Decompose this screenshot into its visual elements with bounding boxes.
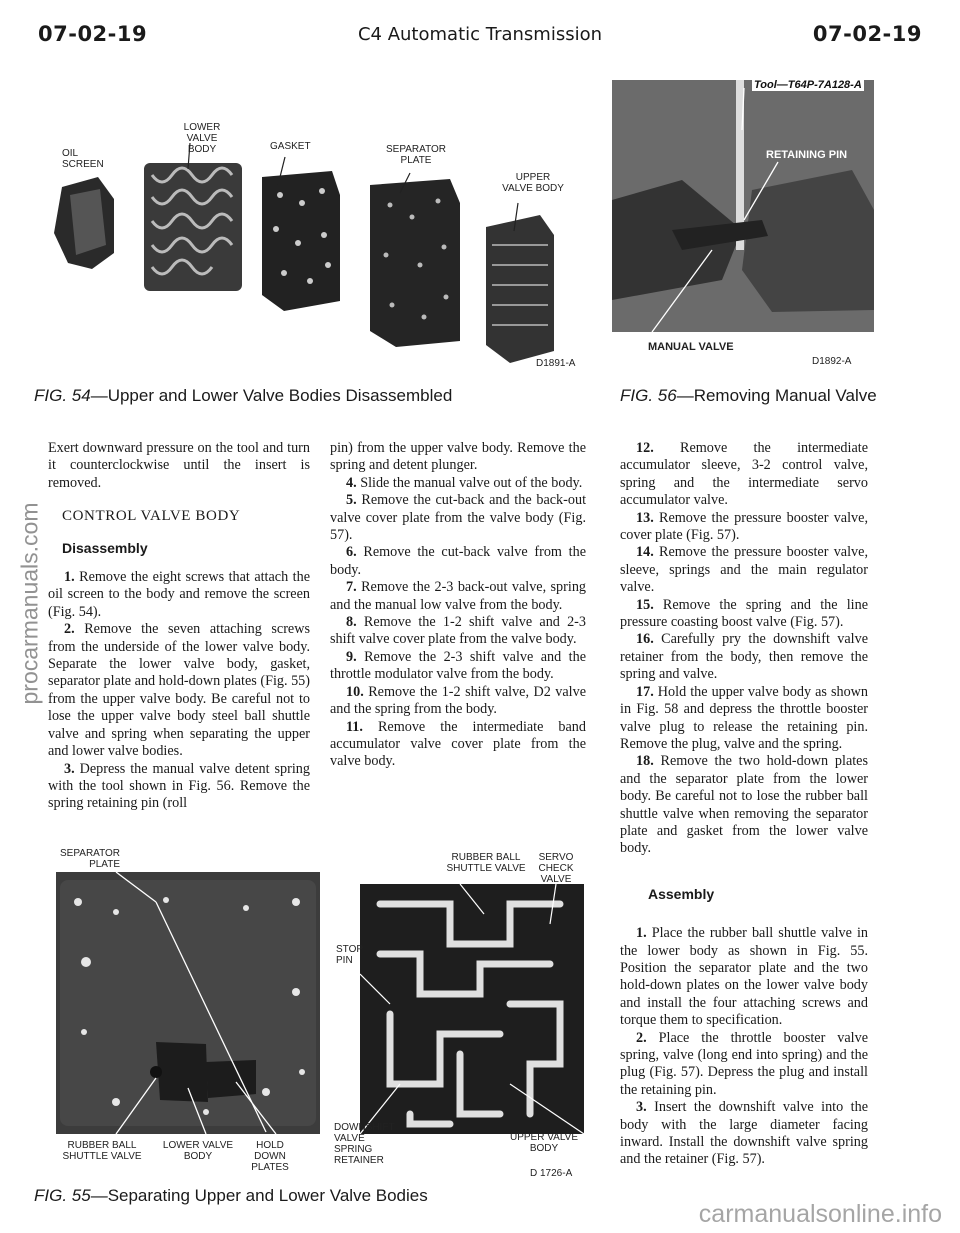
label-line: UPPER VALVE [510,1132,578,1143]
step-text: Remove the eight screws that attach the oil screen to the body and remove the screen (Fig. 54). [48,569,310,620]
subsection-title: Disassembly [62,539,148,556]
label-hold-down-plates [240,1140,300,1173]
fig56-code: D1892-A [812,356,852,367]
step-text: Remove the pressure booster valve, sleeve, springs and the main regulator valve. [620,544,868,596]
step-text: Remove the spring and the line pressure coasting boost valve (Fig. 57). [620,596,868,631]
fig56-caption-number: FIG. 56 [620,386,677,405]
step-number: 8. [346,614,357,631]
label-line: PIN [336,955,353,966]
step-text: Depress the manual valve detent spring with the tool shown in Fig. 56. Remove the spring retaining pin (roll [48,760,310,812]
label-line: SERVO [538,852,574,863]
fig54-caption [34,386,452,406]
label-line: VALVE BODY [186,133,218,155]
step-paragraph [330,684,586,719]
section-title: CONTROL VALVE BODY [62,508,241,525]
step-text: Carefully pry the downshift valve retainer from the body, then remove the spring and valve. [620,631,869,683]
label-line: BODY [183,1151,213,1162]
column-1 [48,440,310,813]
step-paragraph [620,597,868,632]
step-paragraph [620,510,868,545]
column-2 [330,440,586,771]
step-paragraph [330,475,586,492]
assembly-step [620,1099,868,1169]
step-text: Remove the seven attaching screws from the underside of the lower valve body. Separate the lower valve body, gasket, separator plate and hold-down plates (Fig. 55) from the upper valve body. Be careful not to lose the upper valve body steel ball shuttle valve and spring when separating the upper and lower valve bodies. [48,621,311,760]
fig55-separator-illustration [56,872,320,1134]
label-manual-valve: MANUAL VALVE [648,341,734,353]
valve-body-shape [742,170,874,312]
label-line: UPPER [515,172,551,183]
separator-plate-part [370,179,460,347]
step-text: Remove the cut-back valve from the body. [330,544,586,578]
step-text: Remove the 1-2 shift valve and 2-3 shift valve cover plate from the valve body. [330,614,586,648]
label-line: SHUTTLE VALVE [446,863,526,874]
step-text: Place the throttle booster valve spring, valve (long end into spring) and the plug (Fig. 57). Depress the plug and install the retaining pin. [620,1029,868,1098]
label-line: VALVE [334,1133,365,1144]
step-number: 3. [64,760,75,777]
label-line: DOWNSHIFT [334,1122,395,1133]
fig55-code: D 1726-A [530,1168,573,1179]
fig55-caption [34,1186,428,1206]
label-line: VALVE BODY [502,183,564,194]
label-retaining-pin: RETAINING PIN [766,149,848,161]
label-fig55-separator-plate [60,848,120,870]
label-line: BODY [529,1143,559,1154]
fig56-illustration [612,80,874,332]
step-number: 2. [636,1029,647,1046]
fig54-caption-number: FIG. 54 [34,386,91,405]
step-number: 11. [346,718,363,735]
step-text: Hold the upper valve body as shown in Fig. 58 and depress the throttle booster valve plug to release the retaining pin. Remove the plug, valve and the spring. [620,683,868,752]
label-line: CHECK VALVE [538,863,574,885]
fig54-caption-text: —Upper and Lower Valve Bodies Disassembled [90,386,453,405]
fig55-caption-text: —Separating Upper and Lower Valve Bodies [90,1186,428,1205]
step-paragraph [620,544,868,596]
step-paragraph [48,621,310,760]
step-paragraph [620,631,868,683]
step-number: 4. [346,474,357,491]
step-paragraph [48,569,310,621]
page-title: C4 Automatic Transmission [357,24,603,45]
label-tool: Tool—T64P-7A128-A [754,79,862,91]
label-line: SEPARATOR [60,848,121,859]
step-number: 17. [636,683,654,700]
step-paragraph [330,544,586,579]
fig56-caption-text: —Removing Manual Valve [676,386,877,405]
step-paragraph [620,440,868,510]
fig55-caption-number: FIG. 55 [34,1186,91,1205]
label-upper-valve-body [498,172,568,194]
label-line: STOP [336,944,364,955]
label-upper-valve-body-fig55 [506,1132,582,1154]
step-number: 3. [636,1099,647,1116]
upper-valve-body-part [486,215,554,363]
assembly-step [620,925,868,1029]
label-line: SPRING [334,1144,373,1155]
label-line: SHUTTLE VALVE [62,1151,142,1162]
page-number-left: 07-02-19 [38,22,148,46]
step-text: Remove the 2-3 back-out valve, spring and the manual low valve from the body. [330,579,587,613]
fig55-upper-body-photo [360,884,584,1134]
label-stop-pin [336,944,363,966]
column-3 [620,440,868,1169]
rubber-ball-shuttle-valve [150,1066,162,1078]
label-line: HOLD DOWN [254,1140,286,1162]
label-lower-valve-body [172,122,232,155]
assembly-step [620,1030,868,1100]
label-separator-plate [376,144,456,166]
step-paragraph [330,579,586,614]
step-text: Remove the two hold-down plates and the separator plate from the lower body. Be careful not to lose the rubber ball shuttle valve when removing the separator plate and gasket from the lower valve body. [620,753,868,857]
fig54-illustration [40,105,600,375]
label-servo-check-valve [526,852,586,885]
step-text: Remove the pressure booster valve, cover plate (Fig. 57). [620,509,868,544]
fig55-upper-body-illustration [360,884,584,1134]
hold-down-plate-2 [206,1060,256,1098]
step-number: 6. [346,544,357,561]
fig56-photo [612,80,874,332]
page-number-right: 07-02-19 [812,22,922,46]
step-number: 7. [346,579,357,596]
step-paragraph [620,684,868,754]
step-paragraph [620,753,868,857]
label-downshift-valve-spring-retainer [334,1122,395,1166]
label-line: SCREEN [62,159,104,170]
watermark-bottom: carmanualsonline.info [698,1200,942,1228]
step-text: Remove the intermediate accumulator sleeve, 3-2 control valve, spring and the intermediate servo accumulator valve. [620,440,868,509]
oil-screen-mesh [70,189,106,255]
label-line: OIL [62,148,79,159]
fig56-caption [620,386,877,406]
label-lower-valve-body-fig55 [160,1140,236,1162]
step-text: Remove the cut-back and the back-out valve cover plate from the valve body (Fig. 57). [330,492,587,544]
assembly-title: Assembly [648,885,715,902]
label-line: PLATE [400,155,432,166]
label-rubber-ball-shuttle-bottom [58,1140,146,1162]
label-line: RUBBER BALL [67,1140,137,1151]
step-number: 5. [346,492,357,509]
step-text: Remove the intermediate band accumulator valve cover plate from the valve body. [330,718,586,770]
step-number: 16. [636,631,654,648]
watermark-side: procarmanuals.com [16,502,43,705]
step-number: 12. [636,440,654,456]
step-paragraph [330,614,586,649]
step-text: Slide the manual valve out of the body. [360,474,583,491]
hold-down-plate [156,1042,208,1102]
label-line: PLATE [89,859,120,870]
gasket-part [262,171,340,311]
intro-paragraph: Exert downward pressure on the tool and turn it counterclockwise until the insert is removed. [48,440,310,491]
continued-paragraph: pin) from the upper valve body. Remove the spring and detent plunger. [330,440,586,474]
fig55-separator-photo [56,872,320,1134]
step-number: 2. [64,621,75,638]
step-text: Remove the 1-2 shift valve, D2 valve and the spring from the body. [330,683,586,718]
step-paragraph [330,649,586,684]
label-line: SEPARATOR [385,144,446,155]
step-number: 1. [636,925,647,942]
fig54-code: D1891-A [536,358,576,369]
label-gasket: GASKET [270,141,311,152]
label-oil-screen [62,148,104,170]
step-text: Insert the downshift valve into the body with the large diameter facing inward. Install the downshift valve spring and the retainer (Fig. 57). [620,1099,869,1168]
label-rubber-ball-shuttle-top [444,852,528,874]
step-number: 15. [636,596,654,613]
step-number: 9. [346,648,357,665]
step-number: 14. [636,544,654,561]
step-number: 13. [636,509,654,526]
step-text: Place the rubber ball shuttle valve in the lower body as shown in Fig. 55. Position the separator plate and the two hold-down plates on the lower valve body and install the four attaching screws and torque them to specification. [620,925,868,1029]
label-line: RUBBER BALL [451,852,521,863]
step-number: 1. [64,569,75,586]
label-line: PLATES [251,1162,289,1173]
step-paragraph [330,719,586,771]
step-text: Remove the 2-3 shift valve and the throttle modulator valve from the body. [330,648,586,683]
step-paragraph [48,761,310,813]
label-line: RETAINER [334,1155,384,1166]
label-line: LOWER VALVE [162,1140,234,1151]
step-paragraph [330,492,586,544]
step-number: 18. [636,753,654,770]
step-number: 10. [346,683,364,700]
label-line: LOWER [183,122,221,133]
